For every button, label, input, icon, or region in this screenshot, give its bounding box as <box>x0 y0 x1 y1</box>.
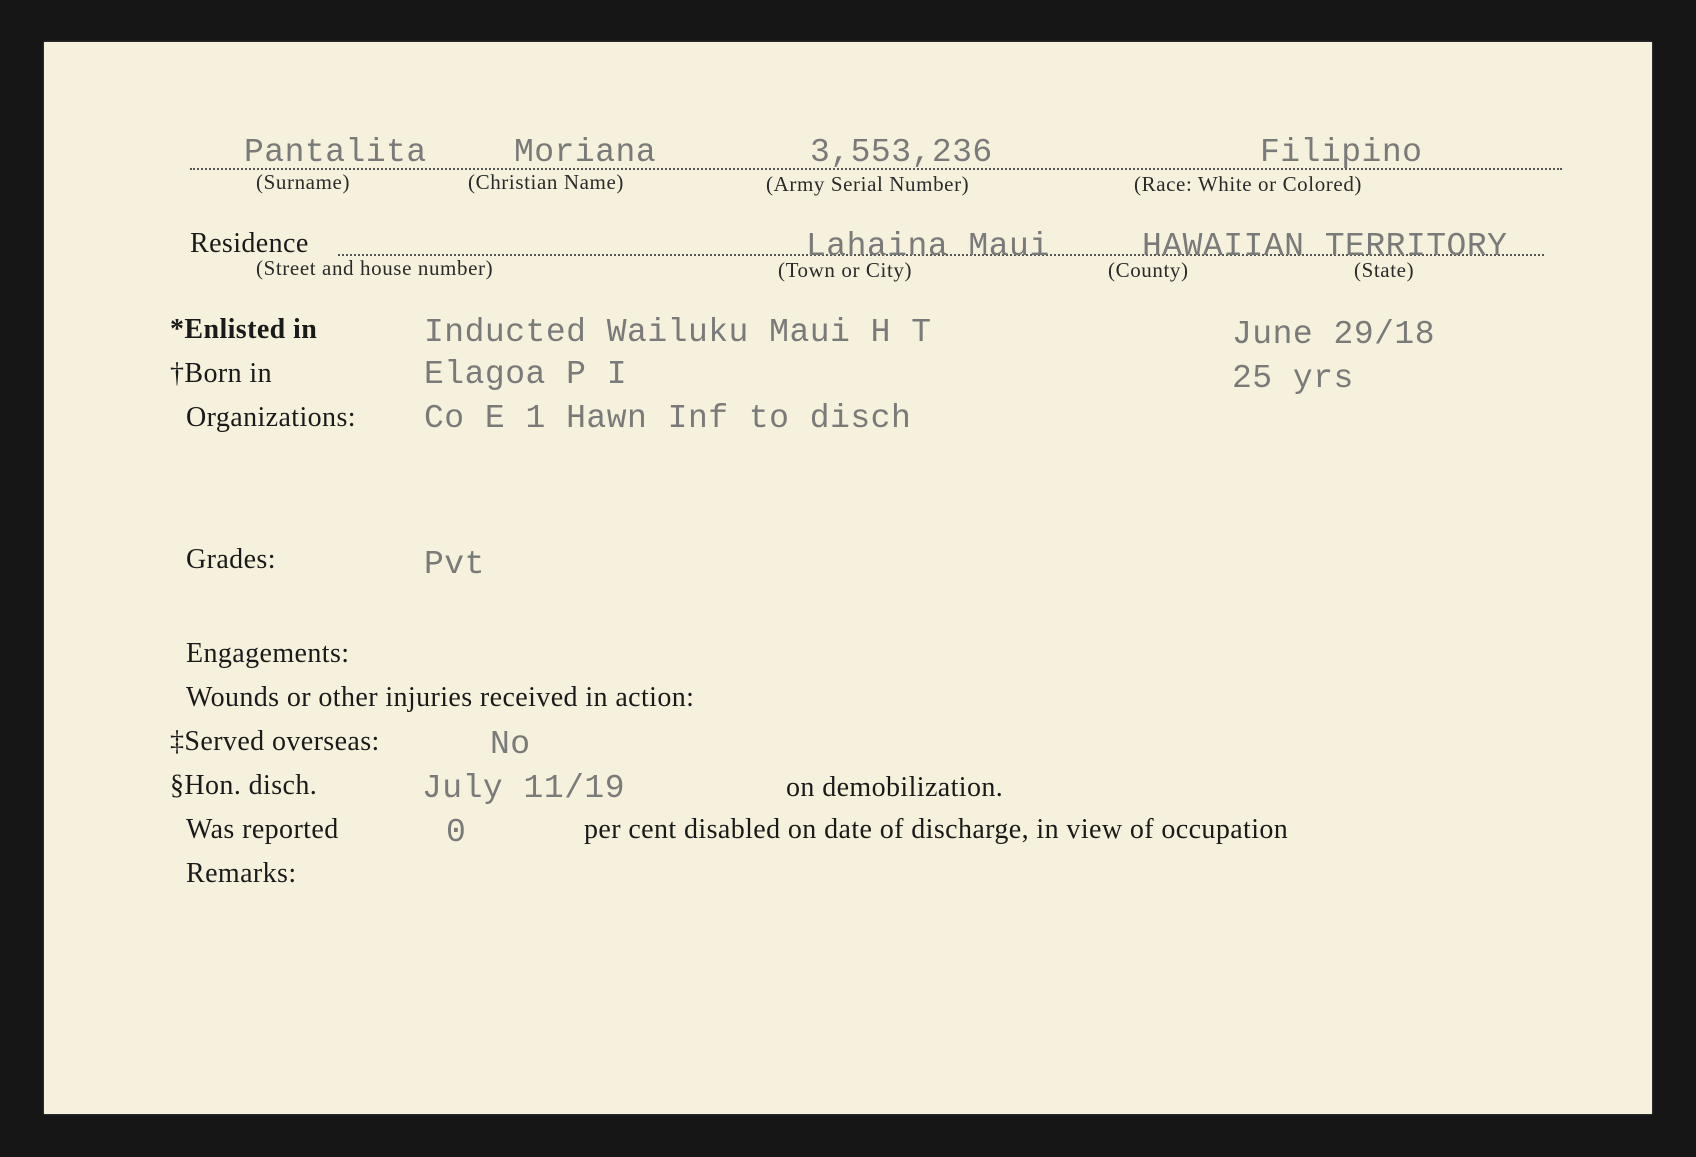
disability-suffix: per cent disabled on date of discharge, in view of occupation <box>584 814 1289 845</box>
serial-number-caption: (Army Serial Number) <box>766 172 970 196</box>
serial-number-value: 3,553,236 <box>810 134 993 171</box>
born-label: †Born in <box>170 358 272 389</box>
discharge-suffix: on demobilization. <box>786 772 1004 803</box>
discharge-label: §Hon. disch. <box>170 770 318 801</box>
overseas-label: ‡Served overseas: <box>170 726 380 757</box>
surname-value: Pantalita <box>244 134 427 171</box>
grades-value: Pvt <box>424 546 485 583</box>
state-value: HAWAIIAN TERRITORY <box>1142 228 1508 265</box>
grades-label: Grades: <box>186 544 276 575</box>
discharge-value: July 11/19 <box>422 770 626 807</box>
surname-caption: (Surname) <box>256 170 351 194</box>
wounds-label: Wounds or other injuries received in action: <box>186 682 695 713</box>
disability-value: 0 <box>446 814 467 851</box>
age-value: 25 yrs <box>1232 360 1354 397</box>
race-caption: (Race: White or Colored) <box>1134 172 1363 196</box>
enlisted-date: June 29/18 <box>1232 316 1436 353</box>
enlisted-label: *Enlisted in <box>170 314 318 345</box>
service-record-card <box>44 42 1652 1114</box>
disability-label: Was reported <box>186 814 339 845</box>
overseas-value: No <box>490 726 531 763</box>
residence-label: Residence <box>190 228 309 259</box>
county-caption: (County) <box>1108 258 1189 282</box>
engagements-label: Engagements: <box>186 638 350 669</box>
born-value: Elagoa P I <box>424 356 628 393</box>
town-value: Lahaina Maui <box>806 228 1050 265</box>
race-value: Filipino <box>1260 134 1423 171</box>
street-caption: (Street and house number) <box>256 256 494 280</box>
enlisted-value: Inducted Wailuku Maui H T <box>424 314 932 351</box>
town-caption: (Town or City) <box>778 258 913 282</box>
organizations-label: Organizations: <box>186 402 356 433</box>
remarks-label: Remarks: <box>186 858 297 889</box>
christian-name-caption: (Christian Name) <box>468 170 624 194</box>
state-caption: (State) <box>1354 258 1415 282</box>
christian-name-value: Moriana <box>514 134 657 171</box>
organizations-value: Co E 1 Hawn Inf to disch <box>424 400 912 437</box>
